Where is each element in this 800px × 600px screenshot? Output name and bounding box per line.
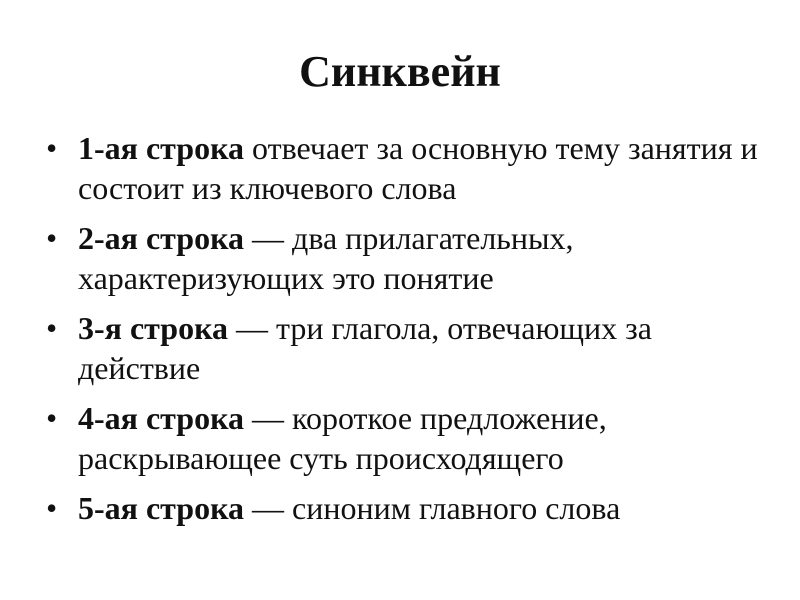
bullet-icon: • [46, 400, 58, 436]
list-item [46, 218, 766, 298]
list-item [46, 308, 766, 388]
list-item [46, 398, 766, 478]
line-description: отвечает за основную тему занятия и состоит из ключевого слова [78, 130, 758, 206]
bullet-icon: • [46, 220, 58, 256]
line-description: — короткое предложение, раскрывающее суть происходящего [78, 400, 607, 476]
line-label: 5-ая строка [78, 490, 245, 526]
line-description: — синоним главного слова [244, 490, 621, 526]
bullet-icon: • [46, 310, 58, 346]
bullet-icon: • [46, 490, 58, 526]
line-label: 2-ая строка [78, 220, 245, 256]
bullet-icon: • [46, 130, 58, 166]
line-label: 4-ая строка [78, 400, 245, 436]
line-label: 1-ая строка [78, 130, 245, 166]
line-label: 3-я строка [78, 310, 229, 346]
line-description: — три глагола, отвечающих за действие [78, 310, 652, 386]
bullet-list [46, 128, 766, 538]
slide-title: Синквейн [299, 47, 501, 96]
line-description: — два прилагательных, характеризующих это понятие [78, 220, 574, 296]
list-item [46, 128, 766, 208]
list-item [46, 488, 766, 528]
